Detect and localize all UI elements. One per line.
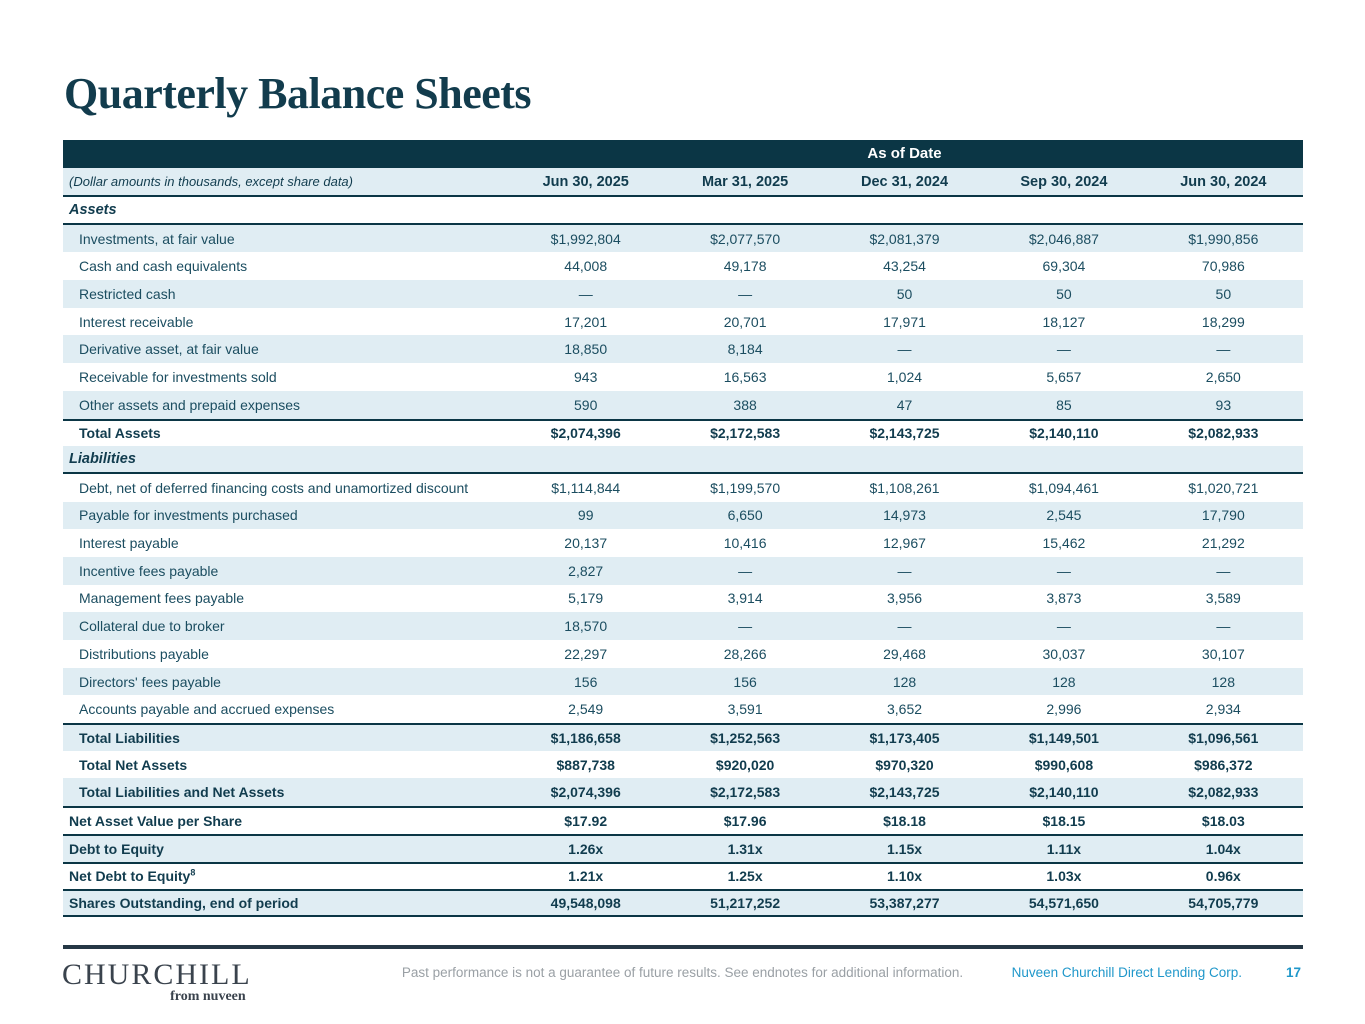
footer-rule <box>63 945 1303 949</box>
cell-value: 18,850 <box>564 341 608 358</box>
cell-value: $18.15 <box>1042 812 1086 829</box>
cell-value: 0.96x <box>1205 868 1241 885</box>
as-of-date-label: As of Date <box>867 145 942 162</box>
cell-value: $2,074,396 <box>550 425 621 442</box>
cell-value: $970,320 <box>875 756 934 773</box>
table-row <box>63 723 1303 751</box>
cell-value: 1.26x <box>568 840 604 857</box>
row-label: Management fees payable <box>79 590 244 607</box>
cell-value: 47 <box>896 396 913 413</box>
cell-value: 2,650 <box>1205 368 1241 385</box>
cell-value: $1,990,856 <box>1188 230 1259 247</box>
row-label: Derivative asset, at fair value <box>79 341 259 358</box>
cell-value: — <box>1216 562 1231 579</box>
row-label: Accounts payable and accrued expenses <box>79 701 335 718</box>
cell-value: 1,024 <box>886 368 923 385</box>
cell-value: $17.96 <box>723 812 767 829</box>
column-header: Jun 30, 2024 <box>1180 173 1267 190</box>
footer-disclaimer: Past performance is not a guarantee of future results. See endnotes for additional information. <box>401 965 964 980</box>
cell-value: 1.31x <box>727 840 763 857</box>
row-label: Interest payable <box>79 535 179 552</box>
cell-value: $2,143,725 <box>869 425 940 442</box>
cell-value: — <box>578 285 593 302</box>
footnote-marker: 8 <box>190 867 196 878</box>
cell-value: 3,914 <box>727 590 763 607</box>
cell-value: 93 <box>1215 396 1232 413</box>
cell-value: 14,973 <box>883 507 926 524</box>
table-row <box>63 197 1303 225</box>
row-label: Other assets and prepaid expenses <box>79 396 301 413</box>
cell-value: — <box>897 341 912 358</box>
cell-value: $2,140,110 <box>1029 784 1099 801</box>
row-label: Collateral due to broker <box>79 618 225 635</box>
cell-value: 128 <box>1052 673 1076 690</box>
logo-tagline: from nuveen <box>170 989 246 1004</box>
cell-value: 2,827 <box>568 562 604 579</box>
cell-value: — <box>1056 562 1071 579</box>
cell-value: 128 <box>1211 673 1235 690</box>
table-row <box>63 363 1303 391</box>
table-row <box>63 751 1303 779</box>
cell-value: 6,650 <box>727 507 763 524</box>
row-label: Debt, net of deferred financing costs and unamortized discount <box>79 479 469 496</box>
row-label: Total Assets <box>79 425 161 442</box>
cell-value: 3,652 <box>886 701 923 718</box>
table-row <box>63 695 1303 723</box>
row-label: Distributions payable <box>79 645 209 662</box>
cell-value: 50 <box>896 285 913 302</box>
cell-value: $1,020,721 <box>1188 479 1259 496</box>
column-header: Jun 30, 2025 <box>542 173 629 190</box>
cell-value: 99 <box>577 507 594 524</box>
cell-value: $2,172,583 <box>710 784 781 801</box>
cell-value: 30,107 <box>1201 645 1245 662</box>
table-row <box>63 612 1303 640</box>
cell-value: 2,996 <box>1046 701 1082 718</box>
cell-value: 43,254 <box>883 258 926 275</box>
table-row <box>63 502 1303 530</box>
table-row <box>63 308 1303 336</box>
cell-value: 8,184 <box>727 341 763 358</box>
cell-value: 85 <box>1056 396 1072 413</box>
cell-value: 1.10x <box>886 868 923 885</box>
cell-value: $1,173,405 <box>869 729 940 746</box>
cell-value: $2,077,570 <box>710 230 781 247</box>
cell-value: 49,178 <box>723 258 767 275</box>
cell-value: 156 <box>733 673 757 690</box>
cell-value: $1,252,563 <box>710 729 781 746</box>
row-label: Cash and cash equivalents <box>79 258 248 275</box>
table-row <box>63 280 1303 308</box>
cell-value: 12,967 <box>883 535 926 552</box>
cell-value: $2,081,379 <box>869 230 940 247</box>
page-title: Quarterly Balance Sheets <box>64 69 532 118</box>
cell-value: 44,008 <box>564 258 608 275</box>
cell-value: $2,082,933 <box>1188 784 1259 801</box>
table-row <box>63 225 1303 253</box>
cell-value: 5,657 <box>1046 368 1082 385</box>
cell-value: 53,387,277 <box>869 895 940 912</box>
cell-value: $1,094,461 <box>1028 479 1099 496</box>
cell-value: 590 <box>574 396 598 413</box>
row-label: Payable for investments purchased <box>79 507 298 524</box>
cell-value: $1,992,804 <box>550 230 621 247</box>
row-label: Shares Outstanding, end of period <box>69 895 299 912</box>
cell-value: 21,292 <box>1201 535 1245 552</box>
cell-value: 49,548,098 <box>550 895 621 912</box>
table-row <box>63 391 1303 419</box>
balance-sheet-table <box>63 140 1303 917</box>
cell-value: 20,137 <box>564 535 608 552</box>
row-label: Investments, at fair value <box>79 230 235 247</box>
cell-value: 18,570 <box>564 618 608 635</box>
cell-value: — <box>738 562 753 579</box>
row-label: Total Liabilities <box>79 729 180 746</box>
cell-value: 3,873 <box>1046 590 1082 607</box>
cell-value: 20,701 <box>723 313 767 330</box>
table-row <box>63 778 1303 806</box>
cell-value: 50 <box>1056 285 1072 302</box>
table-row <box>63 889 1303 917</box>
cell-value: 54,705,779 <box>1188 895 1259 912</box>
row-label: Interest receivable <box>79 313 194 330</box>
table-row <box>63 446 1303 474</box>
cell-value: 70,986 <box>1201 258 1245 275</box>
cell-value: — <box>1056 618 1071 635</box>
cell-value: 51,217,252 <box>710 895 781 912</box>
cell-value: 1.21x <box>568 868 604 885</box>
cell-value: $2,172,583 <box>710 425 781 442</box>
row-label: Net Asset Value per Share <box>69 812 243 829</box>
cell-value: $18.18 <box>883 812 926 829</box>
cell-value: $2,074,396 <box>550 784 621 801</box>
row-label: Liabilities <box>69 451 136 468</box>
row-label: Net Debt to Equity$^8$ <box>69 867 196 885</box>
cell-value: 156 <box>574 673 598 690</box>
cell-value: 1.03x <box>1046 868 1082 885</box>
cell-value: $2,140,110 <box>1029 425 1099 442</box>
cell-value: $2,143,725 <box>869 784 940 801</box>
cell-value: 22,297 <box>564 645 608 662</box>
row-label: Receivable for investments sold <box>79 368 277 385</box>
cell-value: 5,179 <box>568 590 604 607</box>
column-header: Sep 30, 2024 <box>1020 173 1108 190</box>
table-row <box>63 834 1303 862</box>
cell-value: 17,790 <box>1201 507 1245 524</box>
cell-value: 2,934 <box>1205 701 1241 718</box>
column-header-row <box>63 168 1303 197</box>
cell-value: 17,971 <box>883 313 926 330</box>
table-row <box>63 806 1303 834</box>
cell-value: 1.25x <box>727 868 763 885</box>
cell-value: — <box>1056 341 1071 358</box>
table-row <box>63 335 1303 363</box>
footer-company-name: Nuveen Churchill Direct Lending Corp. <box>1011 965 1242 980</box>
table-row <box>63 252 1303 280</box>
table-rows <box>63 197 1303 917</box>
row-label: Total Net Assets <box>79 756 188 773</box>
cell-value: 54,571,650 <box>1028 895 1099 912</box>
cell-value: — <box>1216 618 1231 635</box>
column-header: Mar 31, 2025 <box>701 173 789 190</box>
table-band-header <box>63 140 1303 168</box>
cell-value: 943 <box>574 368 598 385</box>
cell-value: — <box>1216 341 1231 358</box>
column-header: Dec 31, 2024 <box>860 173 949 190</box>
cell-value: 388 <box>733 396 757 413</box>
cell-value: $17.92 <box>564 812 608 829</box>
cell-value: 69,304 <box>1042 258 1086 275</box>
table-row <box>63 585 1303 613</box>
cell-value: 15,462 <box>1042 535 1086 552</box>
table-row <box>63 419 1303 447</box>
row-label: Total Liabilities and Net Assets <box>79 784 285 801</box>
cell-value: 17,201 <box>564 313 608 330</box>
table-row <box>63 529 1303 557</box>
cell-value: $2,046,887 <box>1028 230 1099 247</box>
table-row <box>63 862 1303 890</box>
cell-value: — <box>897 618 912 635</box>
cell-value: 16,563 <box>723 368 767 385</box>
cell-value: $986,372 <box>1194 756 1253 773</box>
logo-wordmark: CHURCHILL <box>62 958 252 991</box>
row-label: Debt to Equity <box>69 840 164 857</box>
cell-value: 10,416 <box>723 535 767 552</box>
cell-value: 3,956 <box>886 590 923 607</box>
cell-value: 50 <box>1215 285 1232 302</box>
table-row <box>63 640 1303 668</box>
page-number: 17 <box>1285 965 1301 980</box>
cell-value: $887,738 <box>556 756 615 773</box>
cell-value: 1.04x <box>1205 840 1241 857</box>
cell-value: 18,299 <box>1201 313 1245 330</box>
cell-value: 128 <box>892 673 917 690</box>
cell-value: $990,608 <box>1034 756 1094 773</box>
cell-value: $1,096,561 <box>1188 729 1259 746</box>
cell-value: 18,127 <box>1042 313 1086 330</box>
cell-value: — <box>738 618 753 635</box>
table-row <box>63 668 1303 696</box>
cell-value: $1,186,658 <box>550 729 621 746</box>
cell-value: 30,037 <box>1042 645 1086 662</box>
cell-value: $2,082,933 <box>1188 425 1259 442</box>
cell-value: 2,545 <box>1046 507 1082 524</box>
cell-value: $1,108,261 <box>869 479 940 496</box>
row-label: Restricted cash <box>79 285 176 302</box>
table-row <box>63 557 1303 585</box>
cell-value: $18.03 <box>1201 812 1245 829</box>
cell-value: $1,149,501 <box>1028 729 1099 746</box>
row-label: Incentive fees payable <box>79 562 219 579</box>
row-label: Directors' fees payable <box>79 673 221 690</box>
cell-value: $1,199,570 <box>710 479 781 496</box>
row-label: Assets <box>69 201 117 218</box>
cell-value: — <box>897 562 912 579</box>
cell-value: 3,591 <box>727 701 763 718</box>
cell-value: 28,266 <box>723 645 767 662</box>
table-row <box>63 474 1303 502</box>
cell-value: 3,589 <box>1205 590 1241 607</box>
cell-value: 1.11x <box>1046 840 1082 857</box>
cell-value: — <box>738 285 753 302</box>
cell-value: $920,020 <box>715 756 775 773</box>
cell-value: 2,549 <box>568 701 604 718</box>
cell-value: 29,468 <box>883 645 926 662</box>
cell-value: $1,114,844 <box>551 479 621 496</box>
cell-value: 1.15x <box>886 840 923 857</box>
units-note: (Dollar amounts in thousands, except share data) <box>69 174 353 189</box>
